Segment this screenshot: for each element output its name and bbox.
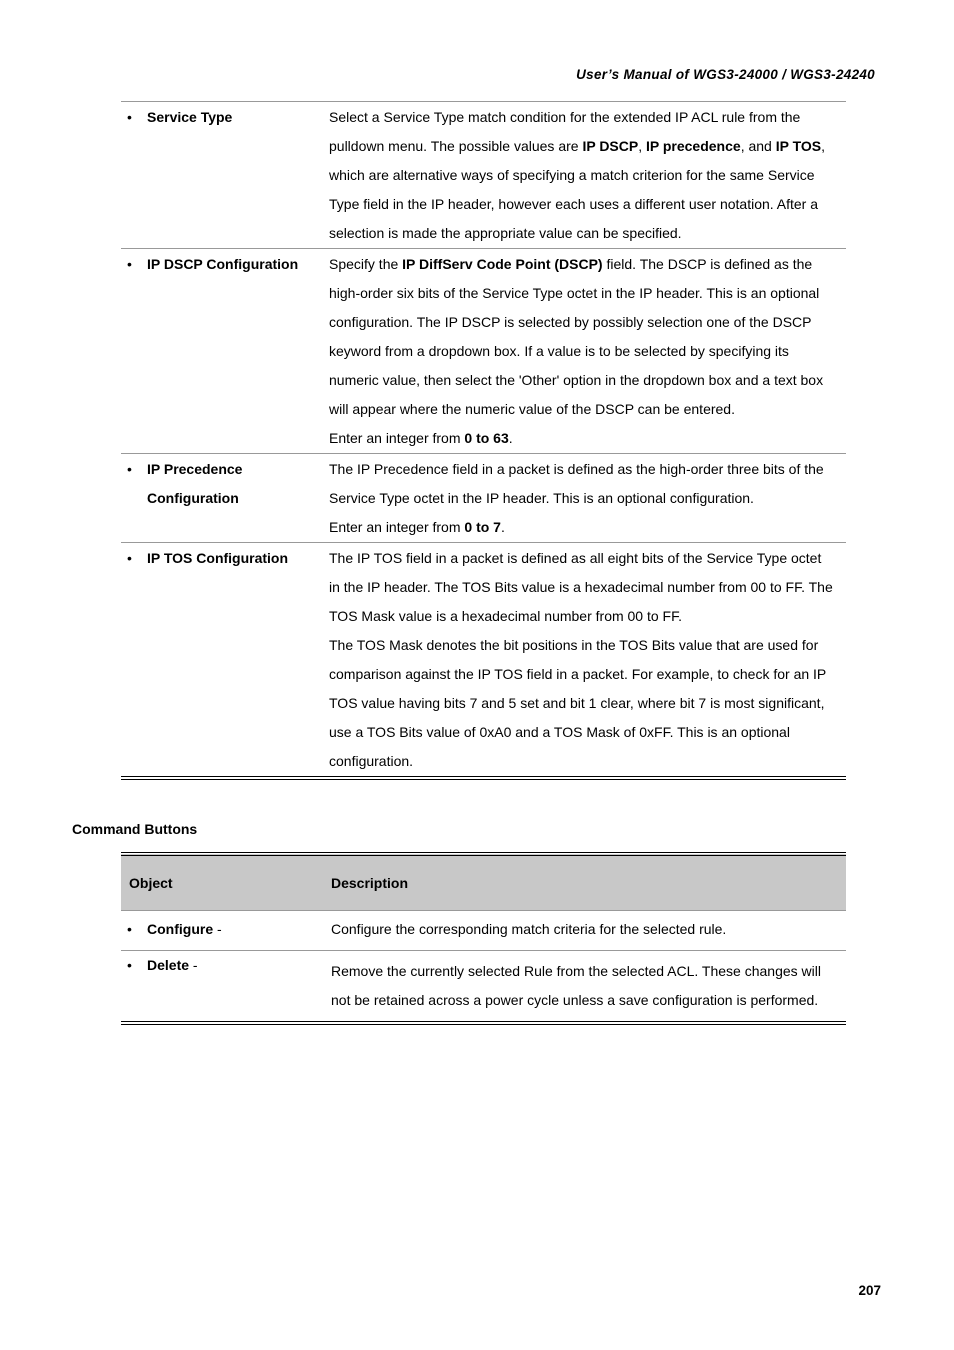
object-label: IP DSCP Configuration (147, 256, 299, 272)
description-line: Enter an integer from 0 to 63. (329, 430, 513, 446)
description-line: keyword from a dropdown box. If a value is to be selected by specifying its (329, 343, 789, 359)
object-name: • Configure - (127, 915, 331, 944)
objects-table (121, 101, 846, 780)
bullet-icon: • (127, 109, 132, 125)
description-line: comparison against the IP TOS field in a packet. For example, to check for an IP (329, 666, 827, 682)
description-line: pulldown menu. The possible values are IP DSCP, IP precedence, and IP TOS, (329, 138, 825, 154)
description-line: Enter an integer from 0 to 7. (329, 519, 505, 535)
page-header: User’s Manual of WGS3-24000 / WGS3-24240 (576, 67, 875, 82)
table-row (121, 911, 846, 951)
object-label: IP Precedence (147, 461, 243, 477)
bullet-icon: • (127, 921, 132, 937)
section-title: Command Buttons (72, 821, 198, 837)
description-line: The IP TOS field in a packet is defined as all eight bits of the Service Type octet (329, 550, 822, 566)
description-line: configuration. (329, 753, 414, 769)
bullet-icon: • (127, 256, 132, 272)
object-name (127, 455, 329, 513)
description-line: Type field in the IP header, however each uses a different user notation. After a (329, 196, 819, 212)
description-line: Select a Service Type match condition for the extended IP ACL rule from the (329, 109, 801, 125)
description-line: selection is made the appropriate value can be specified. (329, 225, 682, 241)
description-line: TOS value having bits 7 and 5 set and bit 1 clear, where bit 7 is most significant, (329, 695, 825, 711)
table-header-row (121, 854, 846, 911)
object-label: IP TOS Configuration (147, 550, 289, 566)
description-line: The TOS Mask denotes the bit positions in the TOS Bits value that are used for (329, 637, 819, 653)
description-line: will appear where the numeric value of the DSCP can be entered. (329, 401, 735, 417)
object-name (127, 544, 329, 573)
bullet-icon: • (127, 957, 132, 973)
description-line: Specify the IP DiffServ Code Point (DSCP) field. The DSCP is defined as the (329, 256, 813, 272)
object-label: Service Type (147, 109, 233, 125)
description-line: which are alternative ways of specifying a match criterion for the same Service (329, 167, 815, 183)
column-header-description: Description (331, 854, 846, 911)
object-name (127, 103, 329, 132)
description-line: numeric value, then select the 'Other' option in the dropdown box and a text box (329, 372, 824, 388)
object-name (127, 250, 329, 279)
command-buttons-table (121, 852, 846, 1025)
table-row (121, 454, 846, 543)
description-line: not be retained across a power cycle unless a save configuration is performed. (331, 992, 819, 1008)
description-line: in the IP header. The TOS Bits value is a hexadecimal number from 00 to FF. The (329, 579, 833, 595)
table-row (121, 249, 846, 454)
bullet-icon: • (127, 461, 132, 477)
object-label: Delete (147, 957, 190, 973)
table-row (121, 951, 846, 1024)
bullet-icon: • (127, 550, 132, 566)
description-line: The IP Precedence field in a packet is defined as the high-order three bits of the (329, 461, 824, 477)
column-header-object: Object (121, 854, 331, 911)
description-line: high-order six bits of the Service Type octet in the IP header. This is an optional (329, 285, 820, 301)
description-line: Remove the currently selected Rule from the selected ACL. These changes will (331, 963, 821, 979)
object-label: Configure (147, 921, 214, 937)
page-number: 207 (858, 1283, 881, 1298)
object-name: • Delete - (127, 951, 331, 980)
table-row (121, 543, 846, 779)
description-line: use a TOS Bits value of 0xA0 and a TOS Mask of 0xFF. This is an optional (329, 724, 790, 740)
description-line: configuration. The IP DSCP is selected by possibly selection one of the DSCP (329, 314, 812, 330)
description-line: TOS Mask value is a hexadecimal number from 00 to FF. (329, 608, 682, 624)
table-row (121, 102, 846, 249)
description-line: Configure the corresponding match criteria for the selected rule. (331, 921, 727, 937)
description-line: Service Type octet in the IP header. This is an optional configuration. (329, 490, 754, 506)
object-label: Configuration (147, 490, 239, 506)
